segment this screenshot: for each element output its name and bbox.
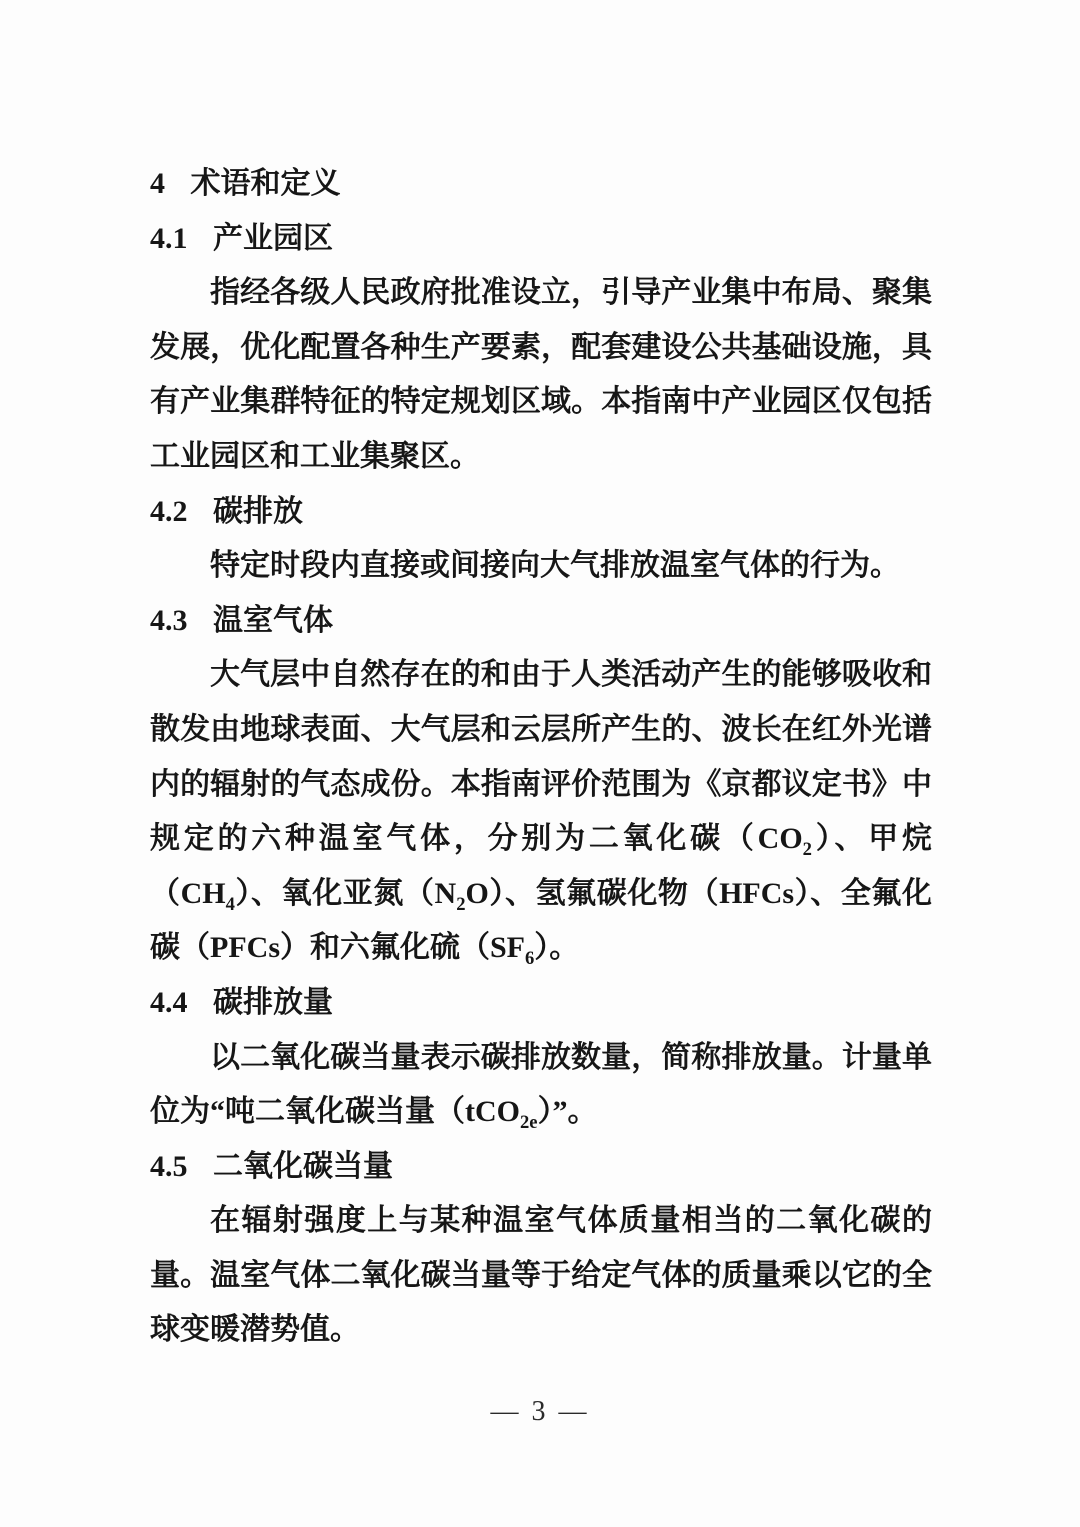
paragraph-co2-equivalent-definition: 在辐射强度上与某种温室气体质量相当的二氧化碳的量。温室气体二氧化碳当量等于给定气体的质量乘以它的全球变暖潜势值。 (150, 1204, 932, 1347)
section-heading-greenhouse-gas (150, 594, 932, 649)
section-heading-industrial-park (150, 212, 932, 267)
section-title: 术语和定义 (190, 167, 341, 200)
paragraph-carbon-emission-amount-definition: 以二氧化碳当量表示碳排放数量，简称排放量。计量单位为“吨二氧化碳当量（tCO$_{2e}$）”。 (150, 1040, 932, 1134)
section-title: 产业园区 (213, 221, 333, 255)
section-number: 4.3 (150, 603, 188, 637)
section-number: 4.1 (150, 221, 188, 255)
section-title: 温室气体 (213, 603, 333, 637)
page-number: — 3 — (490, 1396, 590, 1427)
section-heading-carbon-emission-amount (150, 976, 932, 1031)
section-number: 4 (150, 167, 165, 200)
section-title: 二氧化碳当量 (213, 1149, 393, 1183)
section-number: 4.2 (150, 494, 188, 528)
section-number: 4.5 (150, 1149, 188, 1183)
paragraph-industrial-park-definition: 指经各级人民政府批准设立，引导产业集中布局、聚集发展，优化配置各种生产要素，配套建设公共基础设施，具有产业集群特征的特定规划区域。本指南中产业园区仅包括工业园区和工业集聚区。 (150, 276, 932, 473)
document-body (150, 157, 932, 1358)
section-title: 碳排放 (213, 494, 303, 528)
section-heading-co2-equivalent (150, 1140, 932, 1195)
page-footer (0, 1396, 1080, 1428)
section-number: 4.4 (150, 985, 188, 1019)
section-title: 碳排放量 (213, 985, 333, 1019)
paragraph-greenhouse-gas-definition: 大气层中自然存在的和由于人类活动产生的能够吸收和散发由地球表面、大气层和云层所产生的、波长在红外光谱内的辐射的气态成份。本指南评价范围为《京都议定书》中规定的六种温室气体，分别为二氧化碳$(CO_2)$、甲烷$(CH_4)$、氧化亚氮$(N_2O)$、氢氟碳化物（HFCs）、全氟化碳（PFCs）和六氟化硫$(SF_6)$。 (150, 658, 933, 970)
paragraph-carbon-emission-definition: 特定时段内直接或间接向大气排放温室气体的行为。 (210, 549, 900, 583)
section-heading-terms-and-definitions (150, 157, 932, 212)
section-heading-carbon-emission (150, 485, 932, 540)
